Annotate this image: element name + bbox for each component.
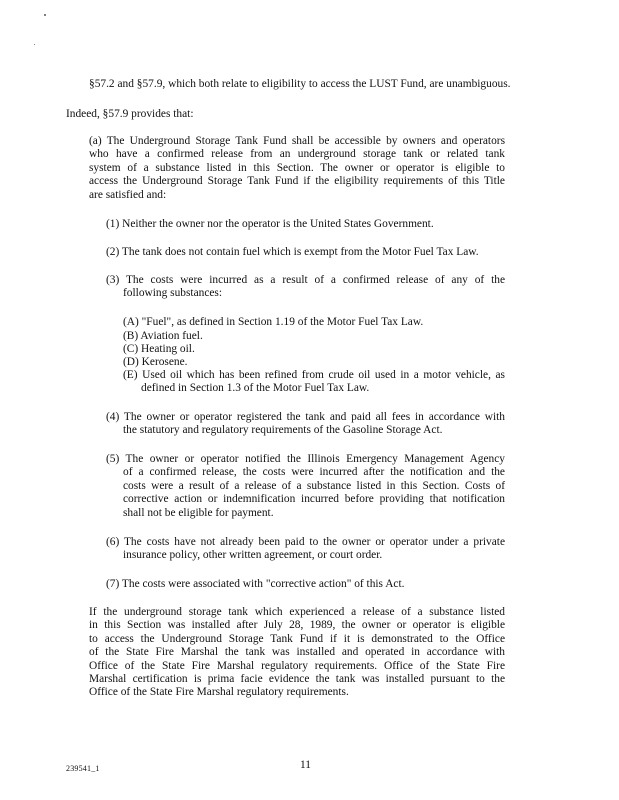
text-line: shall not be eligible for payment. xyxy=(123,506,274,519)
sub-item-c: (C) Heating oil. xyxy=(123,343,195,355)
text-line: of a confirmed release, the costs were incurred after the notification and the xyxy=(123,466,505,479)
sub-item-e xyxy=(123,369,505,396)
text-line: (6) The costs have not already been paid to the owner or operator under a private xyxy=(106,536,505,548)
text-line: (4) The owner or operator registered the tank and paid all fees in accordance with xyxy=(106,411,505,423)
text-line: in this Section was installed after July 28, 1989, the owner or operator is eligible xyxy=(89,619,505,632)
text-line: to access the Underground Storage Tank Fund if it is demonstrated to the Office xyxy=(89,632,505,645)
text-line: access the Underground Storage Tank Fund if the eligibility requirements of this Title xyxy=(89,175,505,188)
scan-speck xyxy=(44,14,46,16)
list-item-4 xyxy=(106,411,505,438)
list-item-3 xyxy=(106,274,505,301)
text-line: of the State Fire Marshal the tank was installed and operated in accordance with xyxy=(89,646,505,659)
text-line: following substances: xyxy=(123,287,223,300)
text-line: Office of the State Fire Marshal regulatory requirements. xyxy=(89,686,349,699)
text-line: (a) The Underground Storage Tank Fund shall be accessible by owners and operators xyxy=(89,135,505,147)
text-line: (3) The costs were incurred as a result of a confirmed release of any of the xyxy=(106,274,505,286)
list-item-5 xyxy=(106,453,505,520)
sub-item-b: (B) Aviation fuel. xyxy=(123,330,203,342)
indeed-line: Indeed, §57.9 provides that: xyxy=(66,108,194,120)
list-item-7: (7) The costs were associated with "corrective action" of this Act. xyxy=(106,578,405,590)
page-number: 11 xyxy=(300,759,311,771)
text-line: defined in Section 1.3 of the Motor Fuel Tax Law. xyxy=(141,382,370,395)
sub-item-a: (A) "Fuel", as defined in Section 1.19 of the Motor Fuel Tax Law. xyxy=(123,316,424,328)
closing-paragraph xyxy=(89,606,505,700)
text-line: the statutory and regulatory requirements of the Gasoline Storage Act. xyxy=(123,424,443,437)
text-line: are satisfied and: xyxy=(89,188,167,201)
text-line: costs were a result of a release of a substance listed in this Section. Costs of xyxy=(123,479,505,492)
text-line: Marshal certification is prima facie evidence the tank was installed pursuant to the xyxy=(89,673,505,686)
text-line: If the underground storage tank which experienced a release of a substance listed xyxy=(89,606,505,618)
intro-line: §57.2 and §57.9, which both relate to eligibility to access the LUST Fund, are unambiguous. xyxy=(89,78,511,90)
document-id: 239541_1 xyxy=(66,764,100,773)
scan-speck xyxy=(34,44,35,45)
list-item-6 xyxy=(106,536,505,563)
text-line: (E) Used oil which has been refined from crude oil used in a motor vehicle, as xyxy=(123,369,505,381)
text-line: insurance policy, other written agreement, or court order. xyxy=(123,549,383,562)
text-line: corrective action or indemnification incurred before providing that notification xyxy=(123,493,505,506)
list-item-1: (1) Neither the owner nor the operator is the United States Government. xyxy=(106,218,434,230)
text-line: Office of the State Fire Marshal regulatory requirements. Office of the State Fire xyxy=(89,659,505,672)
text-line: system of a substance listed in this Section. The owner or operator is eligible to xyxy=(89,161,505,174)
sub-item-d: (D) Kerosene. xyxy=(123,356,188,368)
text-line: (5) The owner or operator notified the Illinois Emergency Management Agency xyxy=(106,453,505,465)
list-item-2: (2) The tank does not contain fuel which is exempt from the Motor Fuel Tax Law. xyxy=(106,246,479,258)
text-line: who have a confirmed release from an underground storage tank or related tank xyxy=(89,148,505,161)
quote-paragraph-a xyxy=(89,135,505,202)
